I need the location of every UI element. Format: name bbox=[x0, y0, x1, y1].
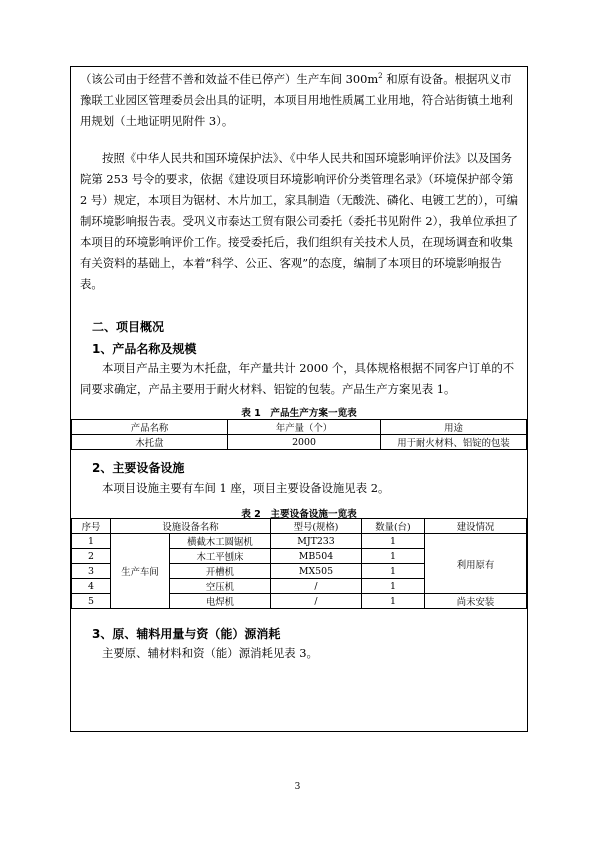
product-paragraph bbox=[80, 358, 520, 400]
table-cell: 2 bbox=[72, 549, 111, 564]
table-cell: 木托盘 bbox=[72, 435, 228, 450]
table-header-cell: 序号 bbox=[72, 519, 111, 534]
table-cell: 用于耐火材料、铝锭的包装 bbox=[381, 435, 527, 450]
status-cell: 利用原有 bbox=[425, 534, 527, 594]
table-cell: 1 bbox=[362, 534, 425, 549]
table-cell: 空压机 bbox=[170, 579, 271, 594]
table-cell: 4 bbox=[72, 579, 111, 594]
table-cell: 木工平刨床 bbox=[170, 549, 271, 564]
intro-text: （该公司由于经营不善和效益不佳已停产）生产车间 300m bbox=[80, 72, 379, 86]
table-header-row bbox=[72, 420, 527, 435]
table-cell: 3 bbox=[72, 564, 111, 579]
table-header-cell: 建设情况 bbox=[425, 519, 527, 534]
product-heading: 1、产品名称及规模 bbox=[92, 342, 197, 356]
table-cell: MJT233 bbox=[271, 534, 362, 549]
table-cell: 5 bbox=[72, 594, 111, 609]
table-header-row bbox=[72, 519, 527, 534]
table-header-cell: 用途 bbox=[381, 420, 527, 435]
equipment-table bbox=[71, 518, 527, 609]
status-cell: 尚未安装 bbox=[425, 594, 527, 609]
table-cell: 1 bbox=[362, 549, 425, 564]
table1-caption: 表 1 产品生产方案一览表 bbox=[241, 408, 357, 419]
intro-text-tail: 和原有设备。根据巩义市 bbox=[382, 72, 512, 86]
product-text: 本项目产品主要为木托盘，年产量共计 2000 个，具体规格根据不同客户订单的不同要求确定，产品主要用于耐火材料、铝锭的包装。产品生产方案见表 1。 bbox=[80, 361, 515, 396]
table-cell: 1 bbox=[72, 534, 111, 549]
materials-heading: 3、原、辅料用量与资（能）源消耗 bbox=[92, 627, 281, 641]
section-title: 二、项目概况 bbox=[92, 320, 165, 334]
table-cell: 1 bbox=[362, 594, 425, 609]
product-table bbox=[71, 419, 527, 450]
table-header-cell: 年产量（个） bbox=[228, 420, 381, 435]
materials-paragraph bbox=[80, 643, 520, 664]
table-cell: 1 bbox=[362, 579, 425, 594]
table-row bbox=[72, 534, 527, 549]
table2-caption: 表 2 主要设备设施一览表 bbox=[241, 509, 357, 520]
table-cell: 横截木工圆锯机 bbox=[170, 534, 271, 549]
table-cell: MB504 bbox=[271, 549, 362, 564]
equipment-text: 本项目设施主要有车间 1 座，项目主要设备设施见表 2。 bbox=[102, 481, 390, 495]
page-number: 3 bbox=[294, 782, 301, 792]
table-cell: 开槽机 bbox=[170, 564, 271, 579]
materials-text: 主要原、辅材料和资（能）源消耗见表 3。 bbox=[102, 646, 318, 660]
regulation-text: 按照《中华人民共和国环境保护法》、《中华人民共和国环境影响评价法》以及国务院第 253 号令的要求，依据《建设项目环境影响评价分类管理名录》（环境保护部令第 2 号）规定，本项目为锯材、木片加工，家具制造（无酸洗、磷化、电镀工艺的），可编制环境影响报告表。受巩义市泰达工贸有限公司委托（委托书见附件 2），我单位承担了本项目的环境影响评价工作。接受委托后，我们组织有关技术人员，在现场调查和收集有关资料的基础上，本着“科学、公正、客观”的态度，编制了本项目的环境影响报告表。 bbox=[80, 151, 519, 291]
area-unit-sup: 2 bbox=[378, 72, 383, 81]
table-header-cell: 型号(规格) bbox=[271, 519, 362, 534]
table-header-cell: 产品名称 bbox=[72, 420, 228, 435]
table-row bbox=[72, 435, 527, 450]
table-cell: 2000 bbox=[228, 435, 381, 450]
intro-paragraph bbox=[80, 69, 520, 132]
table-cell: / bbox=[271, 594, 362, 609]
table-cell: MX505 bbox=[271, 564, 362, 579]
intro-text-rest: 豫联工业园区管理委员会出具的证明，本项目用地性质属工业用地，符合站街镇土地利用规划（土地证明见附件 3）。 bbox=[80, 93, 513, 128]
table-cell: / bbox=[271, 579, 362, 594]
regulation-paragraph bbox=[80, 148, 520, 295]
table-header-cell: 设施设备名称 bbox=[111, 519, 271, 534]
table-header-cell: 数量(台) bbox=[362, 519, 425, 534]
equipment-paragraph bbox=[80, 478, 520, 499]
workshop-cell: 生产车间 bbox=[111, 534, 170, 609]
table-cell: 1 bbox=[362, 564, 425, 579]
equipment-heading: 2、主要设备设施 bbox=[92, 461, 185, 475]
table-cell: 电焊机 bbox=[170, 594, 271, 609]
